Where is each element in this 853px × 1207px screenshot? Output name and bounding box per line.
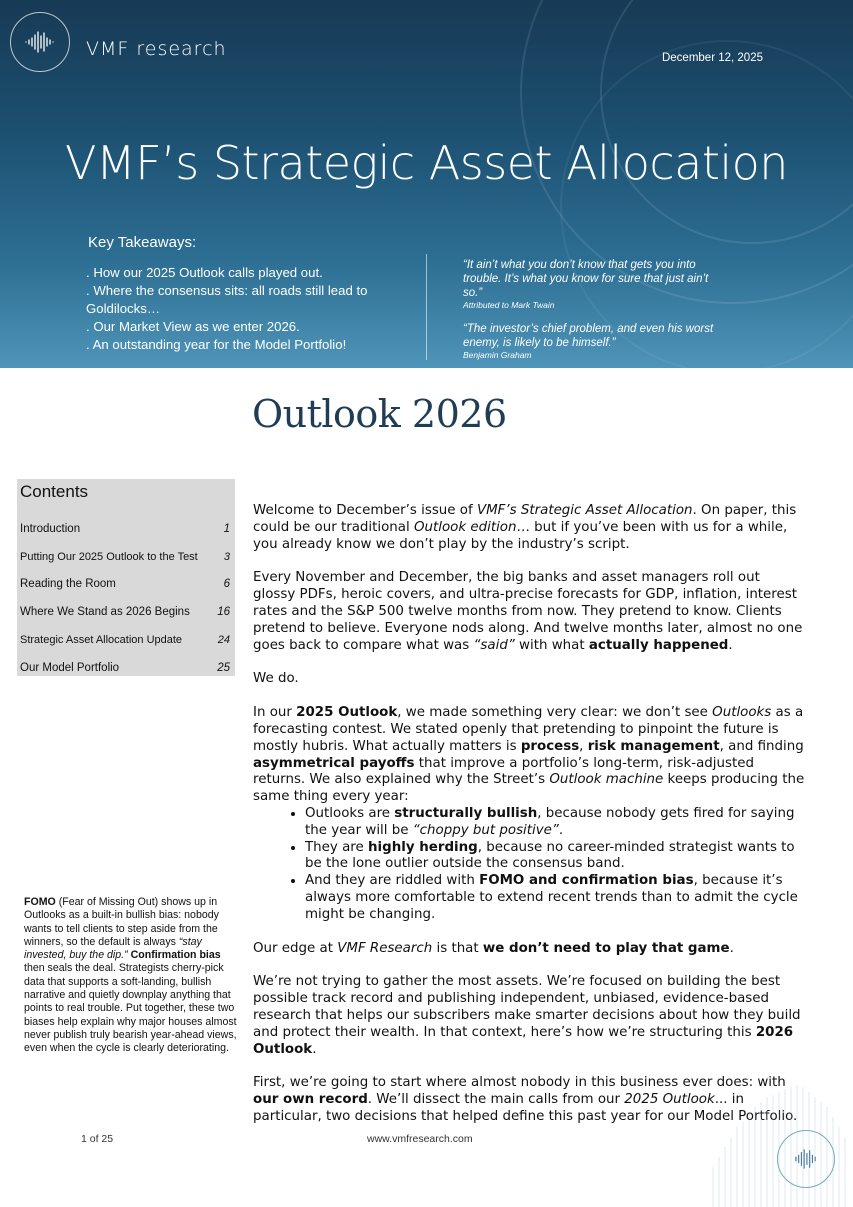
term-confirmation-bias: Confirmation bias [130,949,221,962]
paragraph: We do. [253,671,299,687]
toc-item-introduction[interactable] [20,523,232,535]
page-number: 1 of 25 [81,1133,114,1145]
toc-item-2025-outlook-test[interactable] [20,551,232,563]
list-item: • And they are riddled with FOMO and confirmation bias, because it’s always more comfortable to extend recent trends than to admit the cycle might be changing. [305,873,805,923]
toc-item-label: Our Model Portfolio [20,662,120,674]
waveform-icon [22,30,58,54]
toc-item-label: Where We Stand as 2026 Begins [20,606,190,618]
toc-item-page: 25 [217,662,230,674]
website-link[interactable]: www.vmfresearch.com [367,1133,473,1145]
paragraph: We’re not trying to gather the most assets. We’re focused on building the best possible track record and publishing independent, unbiased, evidence-based research that helps our subscribers make smarter decisions about how they build and protect their wealth. In that context, here’s how we’re structuring this 2026 Outlook. [253,974,801,1057]
issue-date: December 12, 2025 [661,52,763,64]
decorative-waveform [703,1067,853,1207]
list-item: • They are highly herding, because no career-minded strategist wants to be the lone outlier outside the consensus band. [305,840,805,874]
toc-item-model-portfolio[interactable] [20,662,232,674]
toc-item-label: Putting Our 2025 Outlook to the Test [20,551,198,563]
table-of-contents [17,479,235,676]
section-title: Outlook 2026 [252,392,507,436]
toc-item-page: 6 [223,578,230,590]
quote-text: “It ain’t what you don’t know that gets you into trouble. It’s what you know for sure that just ain’t so.” [463,259,709,299]
footer-logo-icon [777,1130,835,1188]
quote-author: Benjamin Graham [463,350,532,360]
toc-item-where-we-stand[interactable] [20,606,232,618]
bullet-list [253,806,805,924]
key-takeaways-title: Key Takeaways: [88,234,197,251]
toc-item-page: 3 [223,551,230,563]
toc-item-page: 1 [223,523,230,535]
key-takeaway-item: . An outstanding year for the Model Portfolio! [86,337,347,352]
divider [426,254,427,360]
toc-item-reading-the-room[interactable] [20,578,232,590]
toc-item-page: 16 [217,606,230,618]
toc-title: Contents [20,482,89,501]
report-title: VMF’s Strategic Asset Allocation [65,136,788,190]
toc-item-label: Introduction [20,523,81,535]
toc-item-label: Reading the Room [20,578,116,590]
paragraph: First, we’re going to start where almost nobody in this business ever does: with our own record. We’ll dissect the main calls from our 2025 Outlook... in particular, two decisions that helped define this past year for our Model Portfolio. [253,1075,798,1124]
paragraph: In our 2025 Outlook, we made something very clear: we don’t see Outlooks as a forecasting contest. We stated openly that pretending to pinpoint the future is mostly hubris. What actually matters is process, risk management, and finding asymmetrical payoffs that improve a portfolio’s long-term, risk-adjusted returns. We also explained why the Street’s Outlook machine keeps producing the same thing every year: [253,705,805,805]
key-takeaways-list [86,264,406,354]
header-banner [0,0,853,368]
quote-twain [463,258,728,310]
paragraph: Our edge at VMF Research is that we don’t need to play that game. [253,940,734,956]
toc-item-label: Strategic Asset Allocation Update [20,634,183,646]
paragraph: Welcome to December’s issue of VMF’s Strategic Asset Allocation. On paper, this could be our traditional Outlook edition… but if you’ve been with us for a while, you already know we don’t play by the industry’s script. [253,503,797,552]
sidebar-note: FOMO (Fear of Missing Out) shows up in Outlooks as a built-in bullish bias: nobody wants to tell clients to step aside from the winners, so the default is always “stay invested, buy the dip.” Confirmation bias then seals the deal. Strategists cherry-pick data that supports a soft-landing, bullish narrative and quietly downplay anything that points to real trouble. Put together, these two biases help explain why major houses almost never publish truly bearish year-ahead views, even when the cycle is clearly deteriorating. [24,896,237,1055]
toc-item-page: 24 [217,634,230,646]
article-body [253,503,805,1143]
toc-item-saa-update[interactable] [20,634,232,646]
waveform-icon [789,1148,823,1170]
list-item: • Outlooks are structurally bullish, because nobody gets fired for saying the year will be “choppy but positive”. [305,806,805,840]
key-takeaway-item: . Where the consensus sits: all roads still lead to Goldilocks… [86,283,368,316]
term-fomo: FOMO [24,896,56,908]
key-takeaway-item: . How our 2025 Outlook calls played out. [86,265,323,280]
quote-author: Attributed to Mark Twain [463,300,555,310]
quote-graham [463,322,728,360]
logo-icon [10,12,70,72]
quote-text: “The investor’s chief problem, and even his worst enemy, is likely to be himself.” [463,323,714,349]
key-takeaway-item: . Our Market View as we enter 2026. [86,319,300,334]
paragraph: Every November and December, the big banks and asset managers roll out glossy PDFs, heroic covers, and ultra-precise forecasts for GDP, inflation, interest rates and the S&P 500 twelve months from now. They pretend to know. Clients pretend to believe. Everyone nods along. And twelve months later, almost no one goes back to compare what was “said” with what actually happened. [253,570,803,653]
brand-name: VMF research [86,38,227,60]
